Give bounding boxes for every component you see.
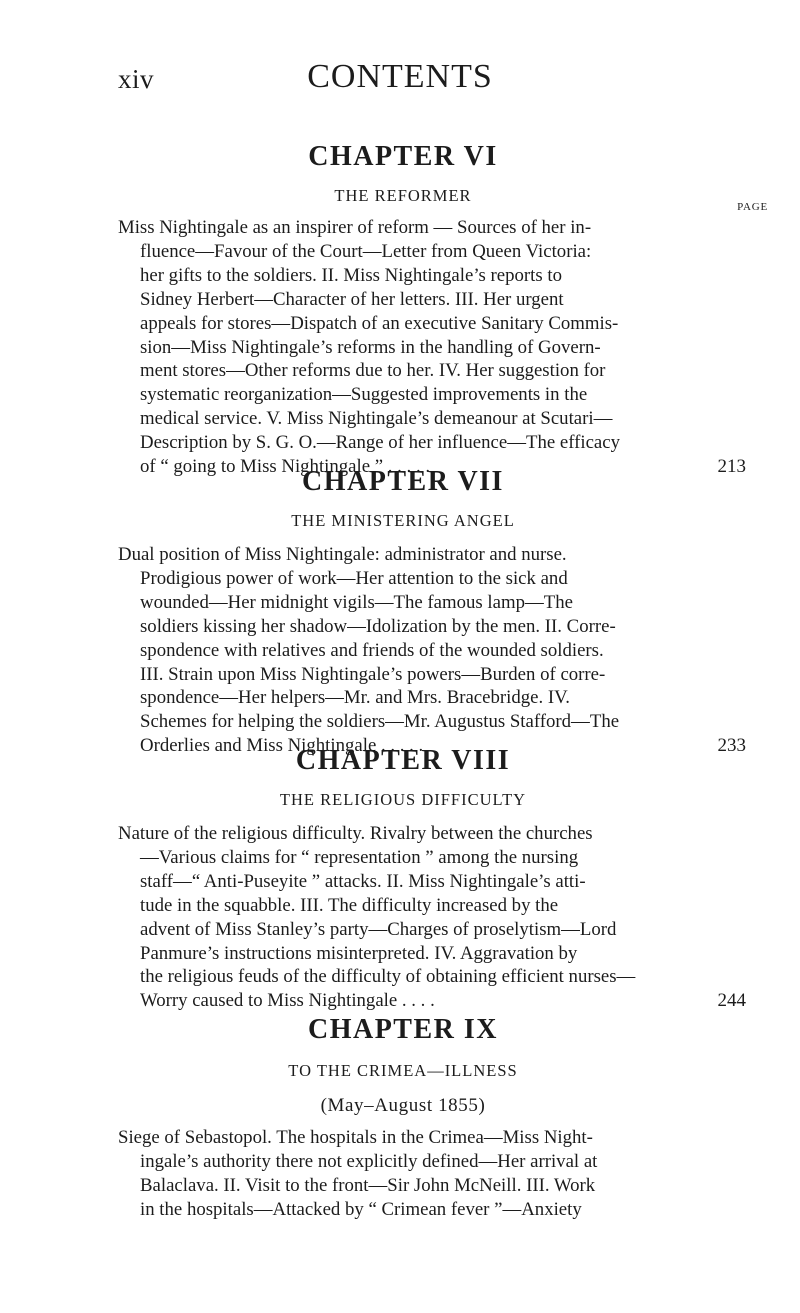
summary-line: ingale’s authority there not explicitly defined—Her arrival at [140, 1150, 598, 1172]
page-number: xiv [118, 64, 155, 94]
summary-line: appeals for stores—Dispatch of an executive Sanitary Commis- [140, 312, 619, 334]
chapter-6 [118, 140, 768, 479]
summary-line: in the hospitals—Attacked by “ Crimean fever ”—Anxiety [140, 1198, 582, 1220]
chapter-date-range: (May–August 1855) [320, 1095, 486, 1116]
page-reference: 213 [717, 456, 746, 478]
summary-line: sion—Miss Nightingale’s reforms in the handling of Govern- [140, 336, 601, 358]
page-column-label: PAGE [737, 201, 768, 213]
summary-line: Prodigious power of work—Her attention to the sick and [140, 567, 568, 589]
summary-line: III. Strain upon Miss Nightingale’s powers—Burden of corre- [140, 663, 606, 685]
summary-line: staff—“ Anti-Puseyite ” attacks. II. Miss Nightingale’s atti- [140, 870, 586, 892]
summary-line: Miss Nightingale as an inspirer of reform — Sources of her in- [118, 217, 592, 238]
summary-line: Worry caused to Miss Nightingale . . . . [140, 990, 435, 1012]
chapter-subtitle: THE RELIGIOUS DIFFICULTY [279, 790, 527, 809]
chapter-title: CHAPTER VIII [295, 745, 511, 776]
chapter-subtitle: THE REFORMER [334, 186, 472, 205]
summary-line: fluence—Favour of the Court—Letter from Queen Victoria: [140, 240, 592, 262]
summary-line: spondence with relatives and friends of the wounded soldiers. [140, 639, 604, 661]
summary-line: tude in the squabble. III. The difficulty increased by the [140, 894, 559, 916]
chapter-title: CHAPTER VI [308, 141, 498, 172]
summary-line: —Various claims for “ representation ” among the nursing [140, 846, 579, 868]
summary-line: Orderlies and Miss Nightingale . . . . . [140, 735, 424, 757]
summary-line: Sidney Herbert—Character of her letters. III. Her urgent [140, 288, 564, 310]
chapter-title: CHAPTER IX [307, 1014, 498, 1045]
summary-line: soldiers kissing her shadow—Idolization by the men. II. Corre- [140, 615, 616, 637]
summary-line: medical service. V. Miss Nightingale’s demeanour at Scutari— [140, 408, 613, 430]
chapter-title: CHAPTER VII [302, 466, 504, 497]
summary-line: her gifts to the soldiers. II. Miss Nightingale’s reports to [140, 264, 562, 286]
summary-line: of “ going to Miss Nightingale ” . . . . . [140, 456, 431, 478]
summary-line: Nature of the religious difficulty. Rivalry between the churches [118, 823, 593, 844]
running-head: CONTENTS [307, 58, 493, 95]
summary-line: advent of Miss Stanley’s party—Charges of proselytism—Lord [140, 918, 617, 940]
page-header [0, 58, 800, 102]
chapter-summary [118, 216, 746, 479]
page-reference: 244 [717, 990, 746, 1012]
summary-line: Balaclava. II. Visit to the front—Sir John McNeill. III. Work [140, 1174, 596, 1196]
summary-line: Siege of Sebastopol. The hospitals in the Crimea—Miss Night- [118, 1127, 593, 1148]
chapter-subtitle: THE MINISTERING ANGEL [291, 511, 515, 530]
chapter-subtitle: TO THE CRIMEA—ILLNESS [288, 1061, 518, 1080]
summary-line: Dual position of Miss Nightingale: administrator and nurse. [118, 544, 567, 565]
summary-line: wounded—Her midnight vigils—The famous lamp—The [140, 591, 573, 613]
summary-line: Panmure’s instructions misinterpreted. IV. Aggravation by [140, 942, 578, 964]
summary-line: Description by S. G. O.—Range of her influence—The efficacy [140, 432, 620, 454]
summary-line: spondence—Her helpers—Mr. and Mrs. Bracebridge. IV. [140, 687, 570, 709]
summary-line: ment stores—Other reforms due to her. IV. Her suggestion for [140, 360, 606, 382]
summary-line: the religious feuds of the difficulty of obtaining efficient nurses— [140, 966, 636, 988]
page-reference: 233 [717, 735, 746, 757]
chapter-summary [118, 822, 746, 1013]
chapter-summary [118, 1126, 688, 1222]
summary-line: systematic reorganization—Suggested improvements in the [140, 384, 588, 406]
chapter-summary [118, 543, 746, 758]
summary-line: Schemes for helping the soldiers—Mr. Augustus Stafford—The [140, 711, 620, 733]
chapter-9 [118, 1013, 688, 1222]
